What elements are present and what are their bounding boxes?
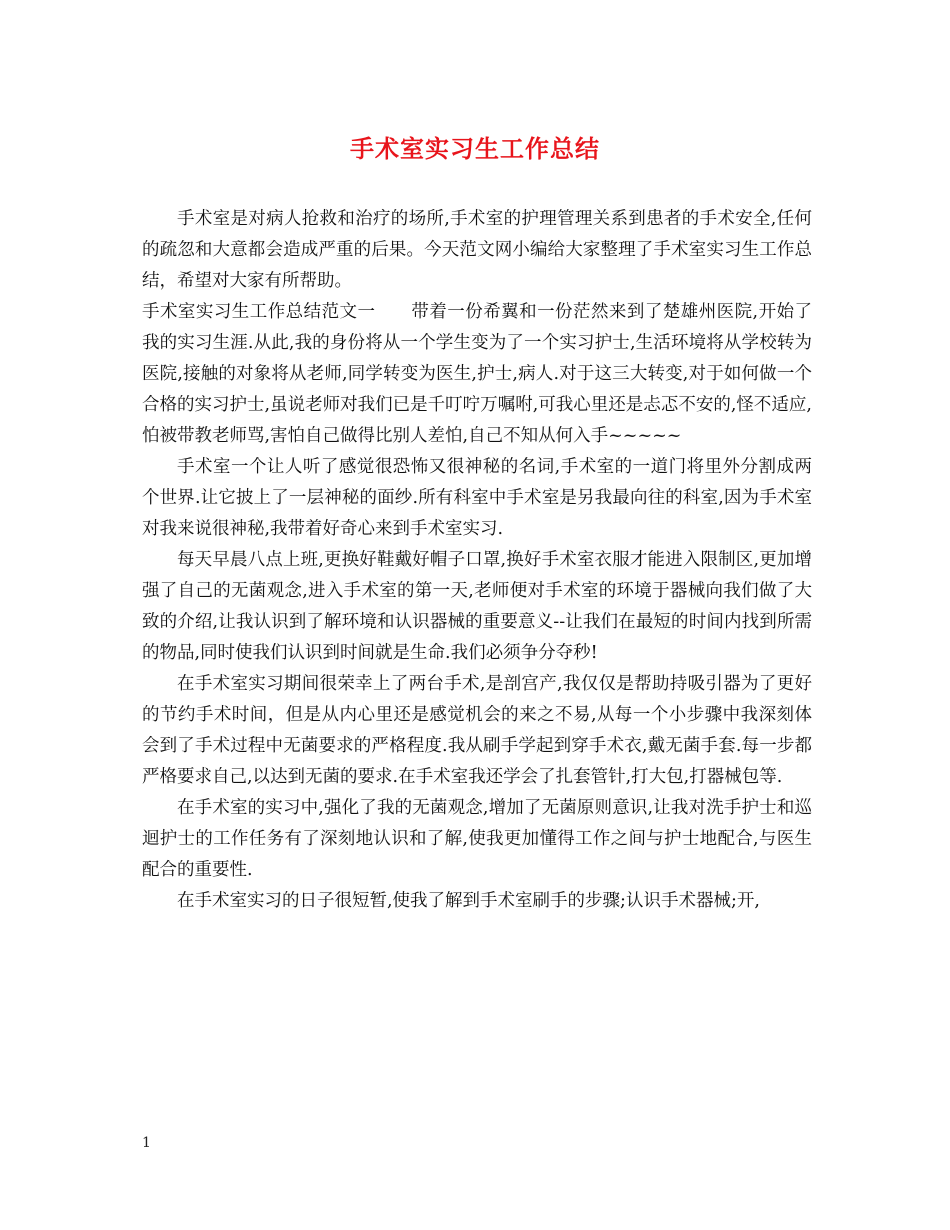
document-title: 手术室实习生工作总结	[350, 134, 600, 163]
paragraph: 手术室是对病人抢救和治疗的场所,手术室的护理管理关系到患者的手术安全,任何的疏忽和大意都会造成严重的后果。今天范文网小编给大家整理了手术室实习生工作总结，希望对大家有所帮助。	[142, 209, 812, 291]
paragraph: 在手术室的实习中,强化了我的无菌观念,增加了无菌原则意识,让我对洗手护士和巡迴护士的工作任务有了深刻地认识和了解,使我更加懂得工作之间与护士地配合,与医生配合的重要性.	[142, 798, 812, 880]
paragraph: 每天早晨八点上班,更换好鞋戴好帽子口罩,换好手术室衣服才能进入限制区,更加增强了自己的无菌观念,进入手术室的第一天,老师便对手术室的环境于器械向我们做了大致的介绍,让我认识到了解环境和认识器械的重要意义--让我们在最短的时间内找到所需的物品,同时使我们认识到时间就是生命.我们必须争分夺秒!	[142, 550, 812, 663]
paragraph: 手术室实习生工作总结范文一 带着一份希翼和一份茫然来到了楚雄州医院,开始了我的实习生涯.从此,我的身份将从一个学生变为了一个实习护士,生活环境将从学校转为医院,接触的对象将从老师,同学转变为医生,护士,病人.对于这三大转变,对于如何做一个合格的实习护士,虽说老师对我们已是千叮咛万嘱咐,可我心里还是忐忑不安的,怪不适应,怕被带教老师骂,害怕自己做得比别人差怕,自己不知从何入手~~~~~	[142, 302, 812, 446]
document-body	[142, 204, 812, 917]
paragraph: 在手术室实习期间很荣幸上了两台手术,是剖宫产,我仅仅是帮助持吸引器为了更好的节约手术时间，但是从内心里还是感觉机会的来之不易,从每一个小步骤中我深刻体会到了手术过程中无菌要求的严格程度.我从刷手学起到穿手术衣,戴无菌手套.每一步都严格要求自己,以达到无菌的要求.在手术室我还学会了扎套管针,打大包,打器械包等.	[142, 674, 812, 787]
page-number: 1	[142, 1135, 151, 1151]
paragraph: 手术室一个让人听了感觉很恐怖又很神秘的名词,手术室的一道门将里外分割成两个世界.让它披上了一层神秘的面纱.所有科室中手术室是另我最向往的科室,因为手术室对我来说很神秘,我带着好奇心来到手术室实习.	[142, 457, 812, 539]
paragraph: 在手术室实习的日子很短暂,使我了解到手术室刷手的步骤;认识手术器械;开,	[177, 891, 760, 911]
